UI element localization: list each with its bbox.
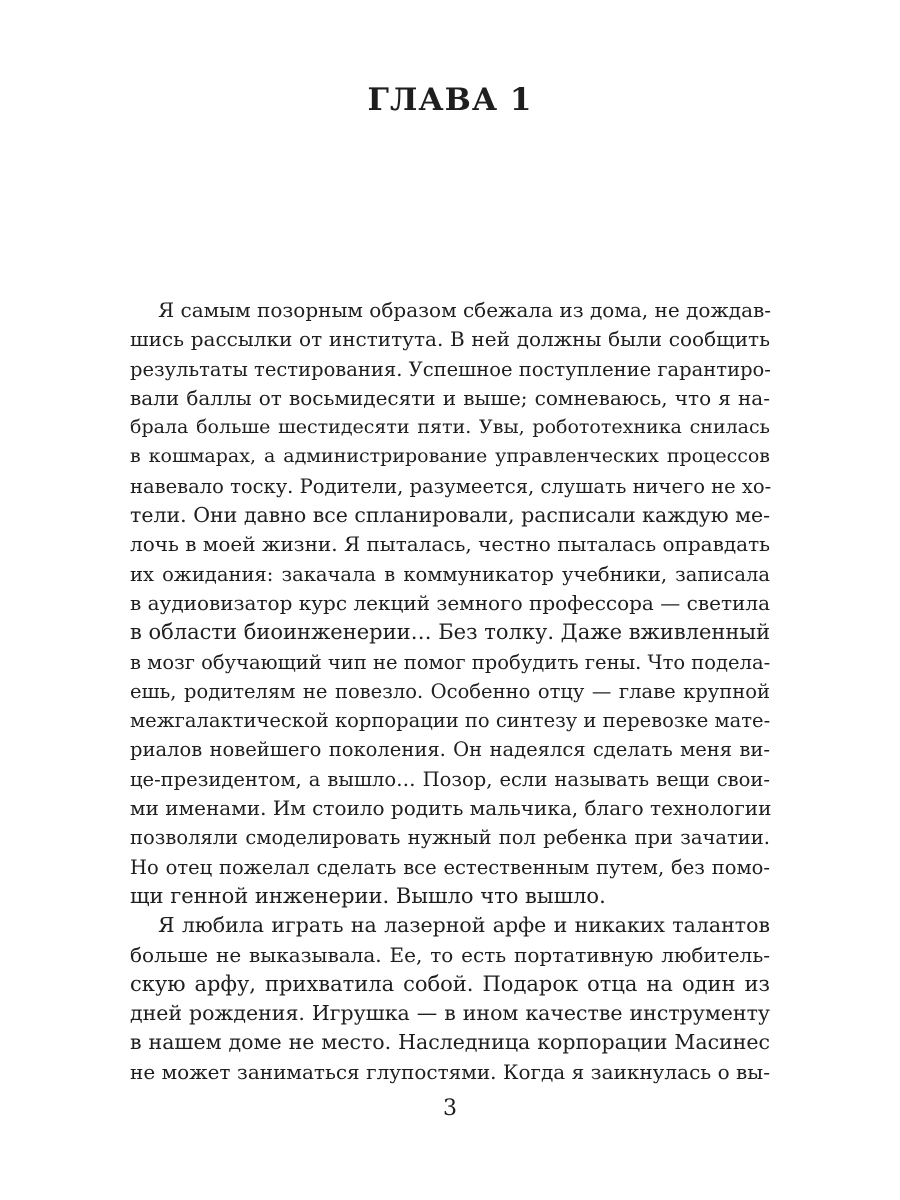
page-number: 3 bbox=[443, 1096, 457, 1121]
text-line: щи генной инженерии. Вышло что вышло. bbox=[130, 883, 606, 908]
text-line: скую арфу, прихватила собой. Подарок отца на один из bbox=[130, 971, 770, 996]
text-line: в кошмарах, а администрирование управленческих процессов bbox=[130, 445, 770, 468]
body-text bbox=[130, 296, 770, 1087]
text-line: шись рассылки от института. В ней должны были сообщить bbox=[130, 327, 770, 352]
text-line: риалов новейшего поколения. Он надеялся сделать меня ви- bbox=[130, 738, 770, 762]
text-line: вали баллы от восьмидесяти и выше; сомневаюсь, что я на- bbox=[130, 385, 770, 410]
text-line: навевало тоску. Родители, разумеется, слушать ничего не хо- bbox=[130, 474, 772, 498]
text-line: дней рождения. Игрушка — в ином качестве инструменту bbox=[130, 1001, 770, 1026]
text-line: брала больше шестидесяти пяти. Увы, робототехника снилась bbox=[130, 416, 770, 439]
text-line: в области биоинженерии… Без толку. Даже вживленный bbox=[130, 620, 771, 645]
text-line: в мозг обучающий чип не помог пробудить гены. Что подела- bbox=[130, 650, 771, 674]
text-line: больше не выказывала. Ее, то есть портативную любитель- bbox=[130, 942, 770, 967]
paragraph-1 bbox=[130, 296, 770, 911]
text-line: межгалактической корпорации по синтезу и перевозке мате- bbox=[130, 709, 771, 733]
text-line: це-президентом, а вышло… Позор, если называть вещи свои- bbox=[130, 767, 770, 791]
text-line: ми именами. Им стоило родить мальчика, благо технологии bbox=[130, 796, 772, 821]
text-line: Я любила играть на лазерной арфе и никаких талантов bbox=[158, 913, 770, 938]
text-line: не может заниматься глупостями. Когда я заикнулась о вы- bbox=[130, 1059, 770, 1084]
chapter-title: ГЛАВА 1 bbox=[367, 82, 533, 118]
text-line: Но отец пожелал сделать все естественным путем, без помо- bbox=[130, 855, 770, 879]
text-line: ешь, родителям не повезло. Особенно отцу — главе крупной bbox=[130, 679, 770, 703]
paragraph-2 bbox=[130, 911, 770, 1087]
text-line: их ожидания: закачала в коммуникатор учебники, записала bbox=[130, 562, 770, 586]
text-line: результаты тестирования. Успешное поступление гарантиро- bbox=[130, 357, 771, 381]
text-line: тели. Они давно все спланировали, расписали каждую ме- bbox=[130, 503, 771, 528]
text-line: позволяли смоделировать нужный пол ребенка при зачатии. bbox=[130, 826, 770, 850]
text-line: в нашем доме не место. Наследница корпорации Масинес bbox=[130, 1030, 770, 1055]
text-line: Я самым позорным образом сбежала из дома, не дождав- bbox=[158, 298, 772, 322]
text-line: лочь в моей жизни. Я пыталась, честно пыталась оправдать bbox=[130, 532, 771, 557]
text-line: в аудиовизатор курс лекций земного профессора — светила bbox=[130, 590, 770, 615]
